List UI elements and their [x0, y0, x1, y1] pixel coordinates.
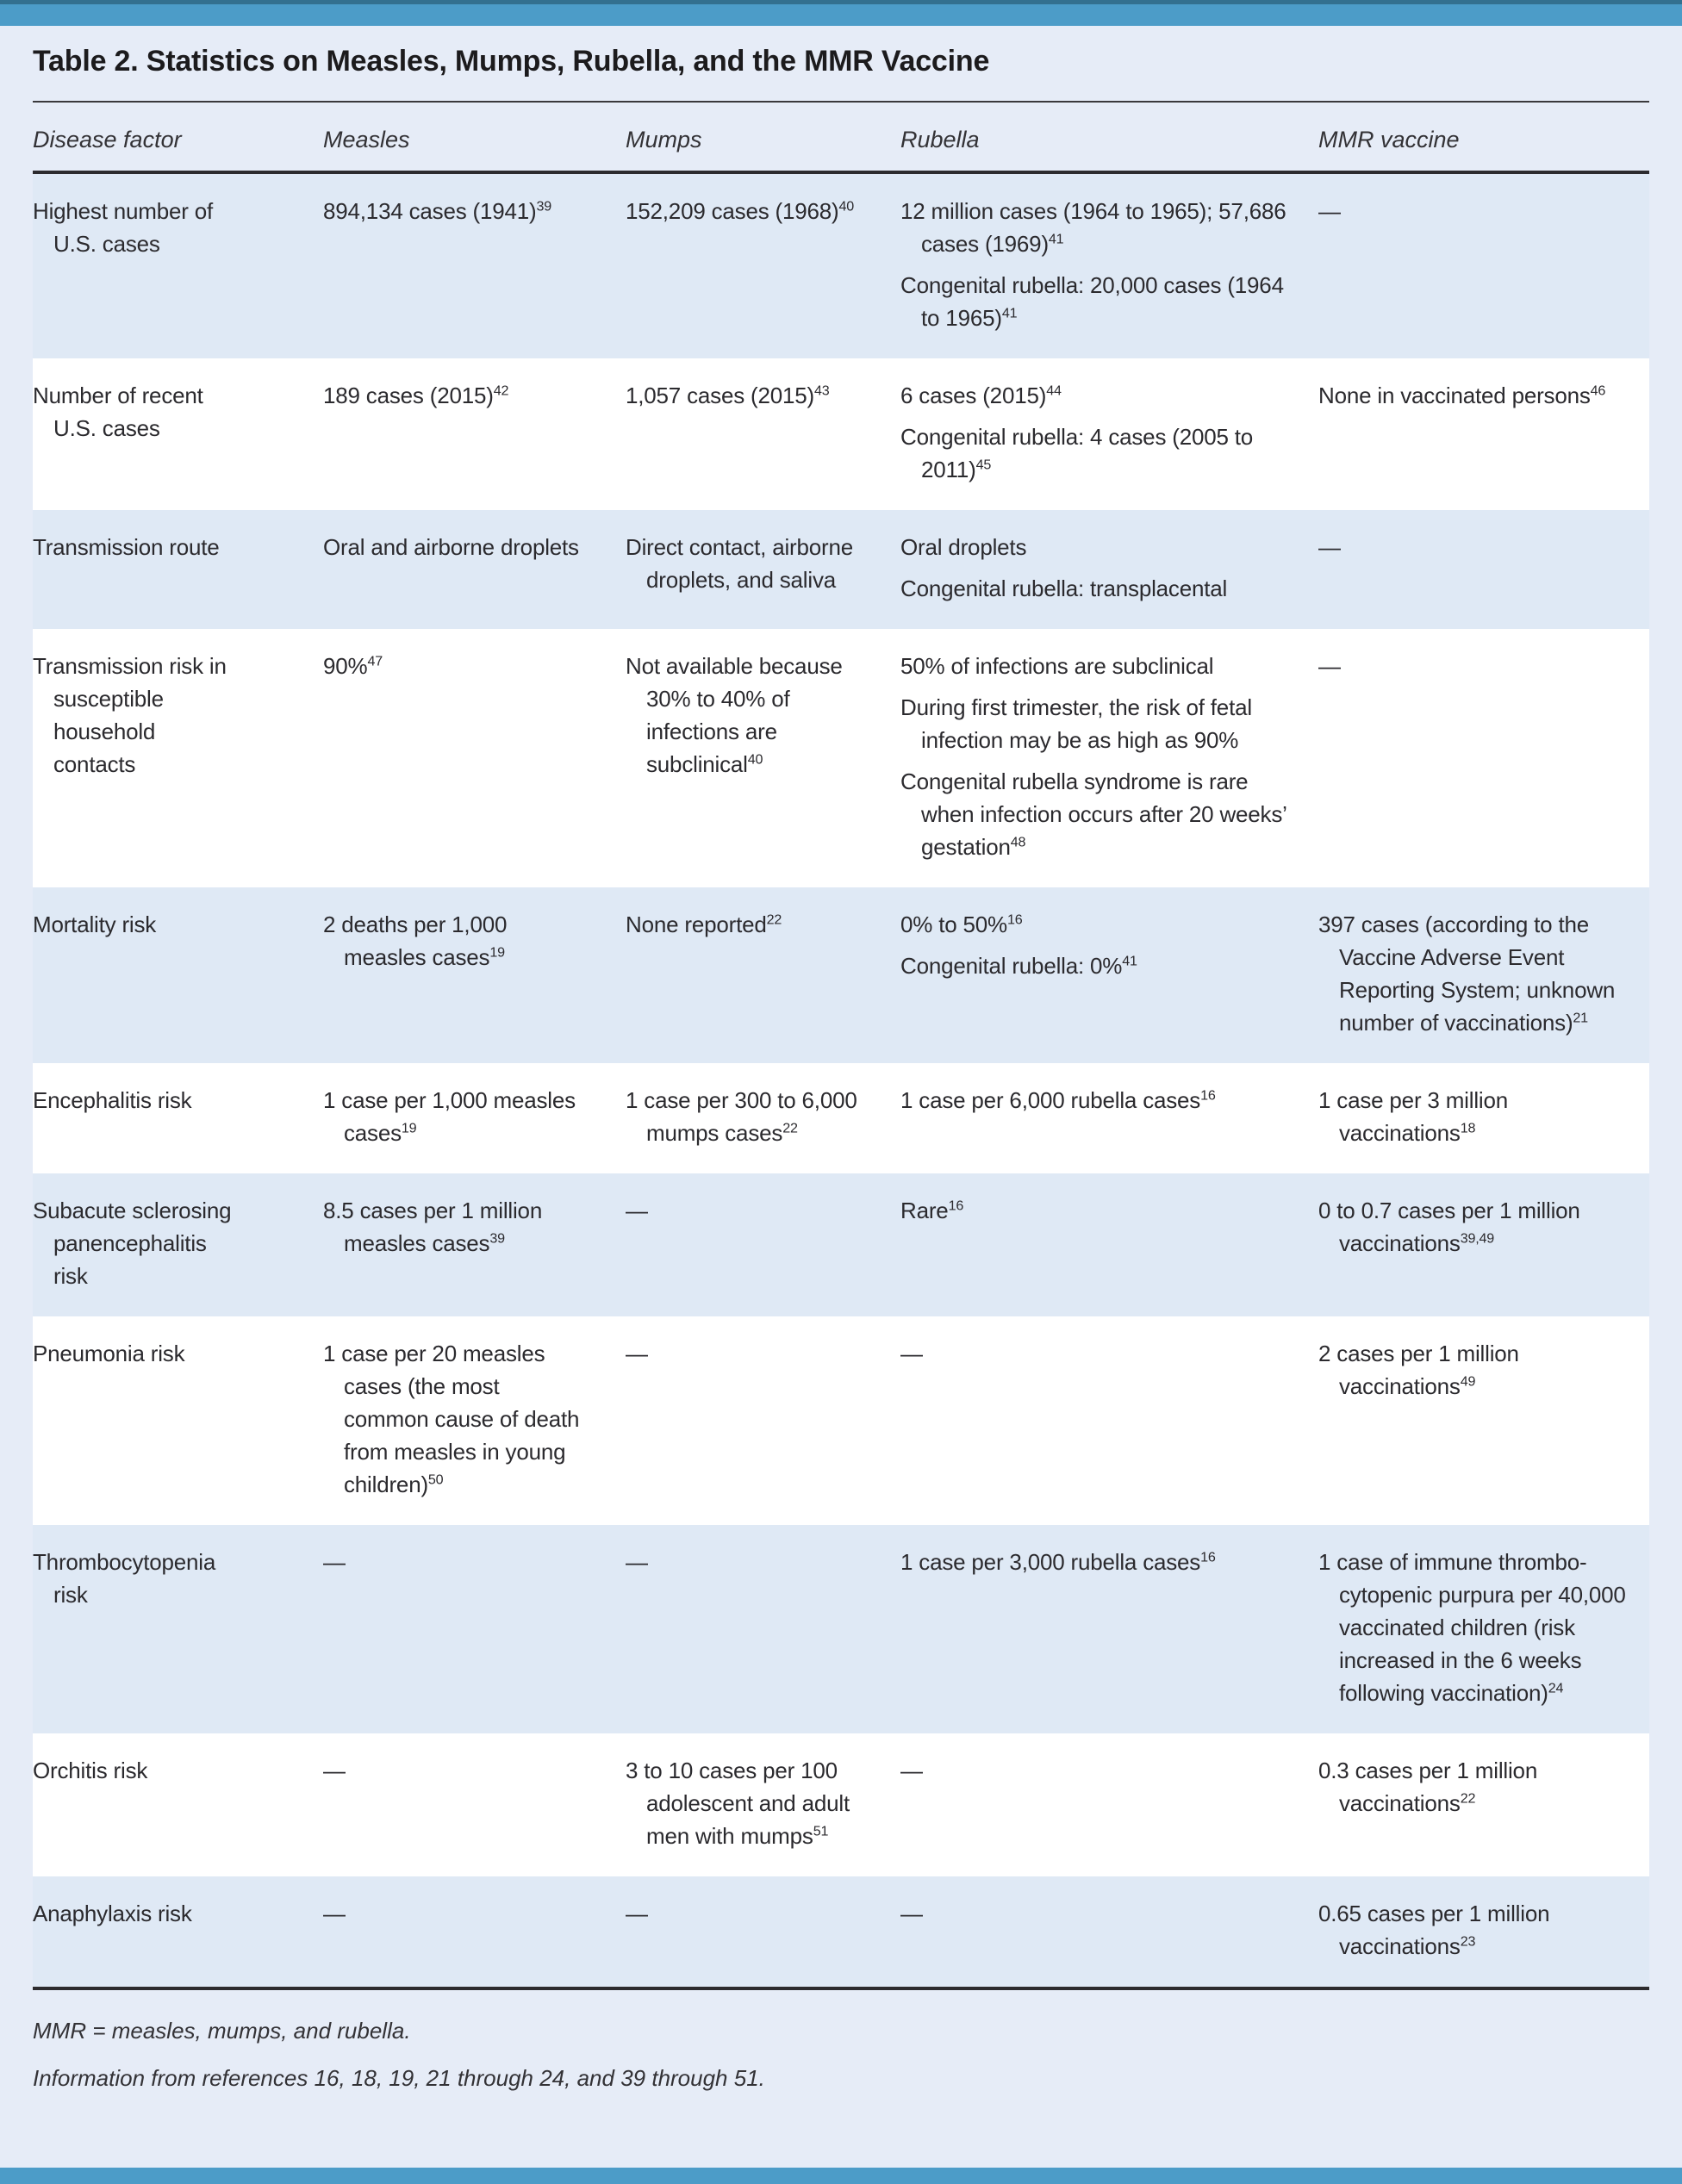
- cell-measles: 8.5 cases per 1 million measles cases$^{39}$: [323, 1198, 543, 1256]
- cell-measles: 2 deaths per 1,000 measles cases$^{19}$: [323, 912, 508, 970]
- cell-mumps: 1 case per 300 to 6,000 mumps cases$^{22}$: [626, 1087, 857, 1146]
- cell-rubella: 6 cases $(2015)^{44}$ Congenital rubella: 4 cases (2005 to 2011)$^{45}$: [900, 383, 1254, 482]
- cell-mumps: —: [626, 1549, 648, 1575]
- cell-mmr: —: [1318, 534, 1341, 560]
- cell-mumps: 152,209 cases $(1968)^{40}$: [626, 198, 855, 224]
- footnote-references: Information from references 16, 18, 19, 21 through 24, and 39 through 51.: [33, 2065, 765, 2091]
- cell-mmr: 2 cases per 1 million vaccinations$^{49}$: [1318, 1341, 1519, 1399]
- cell-factor: Encephalitis risk: [33, 1087, 192, 1113]
- table-row: [33, 1525, 1649, 1733]
- stats-table: [33, 103, 1649, 1990]
- cell-factor: Transmission risk in susceptible household contacts: [33, 653, 227, 777]
- cell-mumps: —: [626, 1901, 648, 1926]
- cell-rubella: 0% to 50%$^{16}$ Congenital rubella: 0%$^{41}$: [900, 912, 1137, 979]
- table-body: [33, 174, 1649, 1987]
- cell-mumps: Direct contact, airborne droplets, and saliva: [626, 534, 853, 593]
- table-row: [33, 1316, 1649, 1525]
- footnotes: [33, 1990, 1649, 2092]
- column-header-mumps: Mumps: [626, 127, 702, 152]
- cell-mumps: None reported$^{22}$: [626, 912, 782, 937]
- cell-factor: Number of recent U.S. cases: [33, 383, 203, 441]
- column-header-mmr-vaccine: MMR vaccine: [1318, 127, 1460, 152]
- cell-factor: Highest number of U.S. cases: [33, 198, 214, 257]
- cell-rubella: —: [900, 1341, 923, 1366]
- cell-factor: Transmission route: [33, 534, 220, 560]
- cell-measles: 1 case per 20 measles cases (the most common cause of death from measles in young children)$^{50}$: [323, 1341, 580, 1497]
- table-row: [33, 629, 1649, 887]
- cell-mmr: —: [1318, 198, 1341, 224]
- cell-rubella: 1 case per 3,000 rubella cases$^{16}$: [900, 1549, 1216, 1575]
- cell-rubella: 50% of infections are subclinical During first trimester, the risk of fetal infection may be as high as 90% Congenital rubella syndrome is rare when infection occurs after 20 weeks’ gestation$^{48}$: [900, 653, 1286, 860]
- cell-mumps: Not available because 30% to 40% of infections are subclinical$^{40}$: [626, 653, 843, 777]
- cell-factor: Subacute sclerosing panencephalitis risk: [33, 1198, 232, 1289]
- table-row: [33, 174, 1649, 358]
- cell-rubella: 1 case per 6,000 rubella cases$^{16}$: [900, 1087, 1216, 1113]
- cell-factor: Orchitis risk: [33, 1758, 148, 1783]
- bottom-accent-bar: [0, 2168, 1682, 2184]
- column-header-disease-factor: Disease factor: [33, 127, 182, 152]
- cell-rubella: 12 million cases (1964 to 1965); 57,686 cases $(1969)^{41}$ Congenital rubella: 20,000 cases (1964 to 1965)$^{41}$: [900, 198, 1286, 331]
- cell-mmr: None in vaccinated persons$^{46}$: [1318, 383, 1606, 408]
- cell-measles: —: [323, 1758, 346, 1783]
- cell-measles: 1 case per 1,000 measles cases$^{19}$: [323, 1087, 576, 1146]
- cell-rubella: Rare$^{16}$: [900, 1198, 964, 1223]
- cell-measles: Oral and airborne droplets: [323, 534, 579, 560]
- table-title: Table 2. Statistics on Measles, Mumps, Rubella, and the MMR Vaccine: [33, 45, 990, 78]
- cell-measles: 894,134 cases $(1941)^{39}$: [323, 198, 552, 224]
- cell-mumps: —: [626, 1198, 648, 1223]
- table-row: [33, 510, 1649, 629]
- cell-mumps: 3 to 10 cases per 100 adolescent and adult men with mumps$^{51}$: [626, 1758, 850, 1849]
- cell-mmr: 0.65 cases per 1 million vaccinations$^{23}$: [1318, 1901, 1550, 1959]
- cell-mmr: 0 to 0.7 cases per 1 million vaccinations$^{39,49}$: [1318, 1198, 1580, 1256]
- cell-measles: —: [323, 1549, 346, 1575]
- column-header-rubella: Rubella: [900, 127, 980, 152]
- table-row: [33, 1063, 1649, 1173]
- cell-mmr: —: [1318, 653, 1341, 679]
- top-accent-bar: [0, 0, 1682, 26]
- table-row: [33, 1173, 1649, 1316]
- cell-mmr: 1 case of immune thrombo-cytopenic purpura per 40,000 vaccinated children (risk increased in the 6 weeks following vaccination)$^{24}$: [1318, 1549, 1626, 1706]
- table-row: [33, 358, 1649, 510]
- table-header-row: [33, 103, 1649, 153]
- cell-measles: 189 cases $(2015)^{42}$: [323, 383, 509, 408]
- cell-measles: 90%$^{47}$: [323, 653, 383, 679]
- cell-rubella: —: [900, 1758, 923, 1783]
- cell-factor: Mortality risk: [33, 912, 157, 937]
- table-row: [33, 887, 1649, 1063]
- cell-rubella: Oral droplets Congenital rubella: transplacental: [900, 534, 1228, 601]
- cell-factor: Pneumonia risk: [33, 1341, 185, 1366]
- cell-mmr: 0.3 cases per 1 million vaccinations$^{22}$: [1318, 1758, 1538, 1816]
- footnote-abbreviation: MMR = measles, mumps, and rubella.: [33, 2018, 411, 2044]
- cell-factor: Anaphylaxis risk: [33, 1901, 192, 1926]
- cell-mumps: 1,057 cases $(2015)^{43}$: [626, 383, 830, 408]
- cell-mmr: 397 cases (according to the Vaccine Adverse Event Reporting System; unknown number of vaccinations)$^{21}$: [1318, 912, 1616, 1036]
- cell-factor: Thrombocytopenia risk: [33, 1549, 216, 1608]
- cell-measles: —: [323, 1901, 346, 1926]
- table-row: [33, 1733, 1649, 1876]
- column-header-measles: Measles: [323, 127, 410, 152]
- cell-rubella: —: [900, 1901, 923, 1926]
- cell-mumps: —: [626, 1341, 648, 1366]
- cell-mmr: 1 case per 3 million vaccinations$^{18}$: [1318, 1087, 1508, 1146]
- table-row: [33, 1876, 1649, 1987]
